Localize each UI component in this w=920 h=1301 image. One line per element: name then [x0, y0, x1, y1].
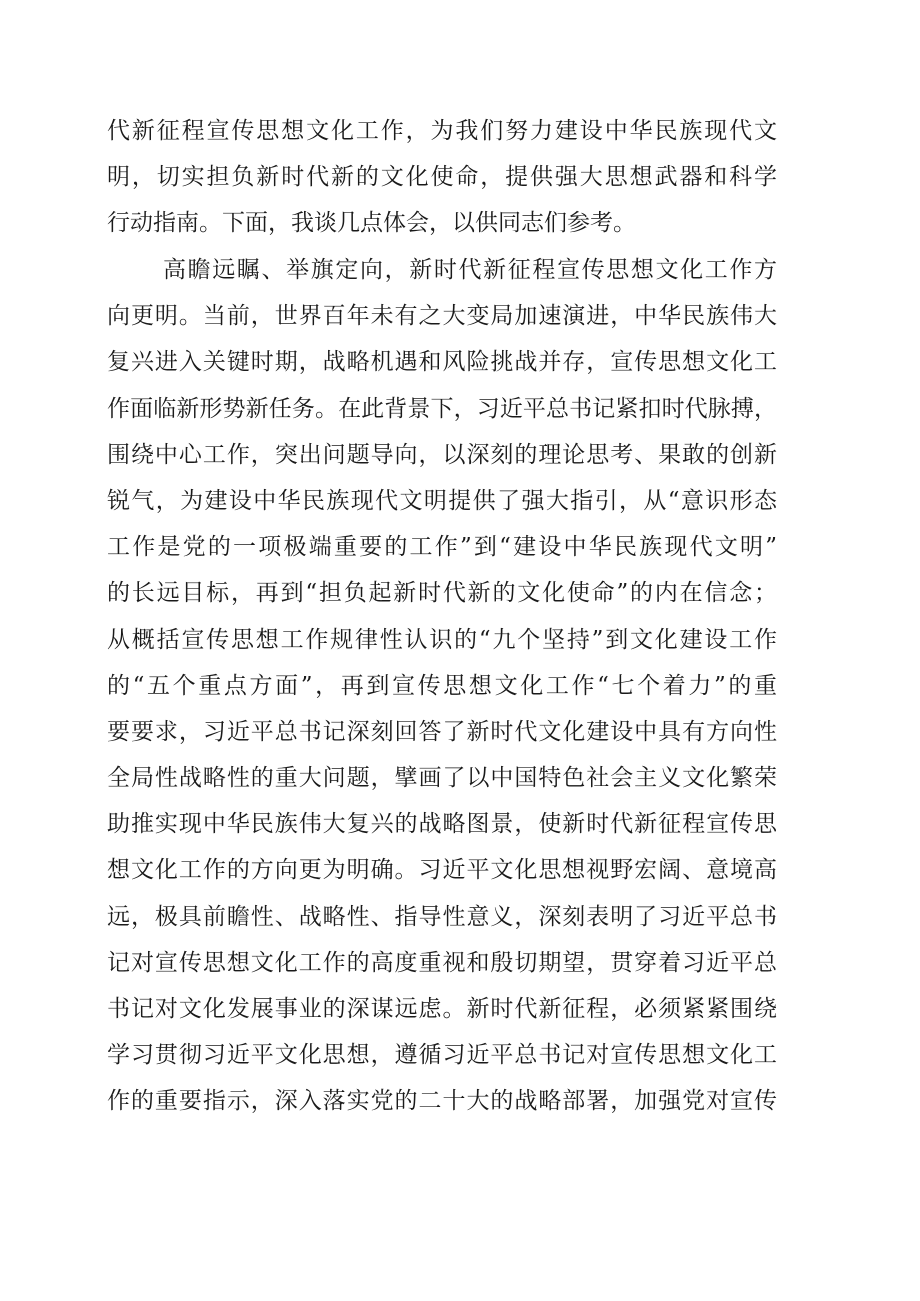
paragraph-line: 作的重要指示，深入落实党的二十大的战略部署，加强党对宣传 [107, 1088, 777, 1115]
paragraph-line: 记对宣传思想文化工作的高度重视和殷切期望，贯穿着习近平总 [107, 949, 777, 976]
paragraph-line: 远，极具前瞻性、战略性、指导性意义，深刻表明了习近平总书 [107, 903, 777, 930]
paragraph-line: 从概括宣传思想工作规律性认识的“九个坚持”到文化建设工作 [107, 626, 777, 653]
paragraph-line: 助推实现中华民族伟大复兴的战略图景，使新时代新征程宣传思 [107, 811, 777, 838]
paragraph-line: 明，切实担负新时代新的文化使命，提供强大思想武器和科学 [107, 164, 777, 191]
paragraph-line: 作面临新形势新任务。在此背景下，习近平总书记紧扣时代脉搏， [107, 395, 777, 422]
paragraph-line: 行动指南。下面，我谈几点体会，以供同志们参考。 [107, 210, 636, 237]
paragraph-line: 代新征程宣传思想文化工作，为我们努力建设中华民族现代文 [107, 118, 777, 144]
paragraph-line: 工作是党的一项极端重要的工作”到“建设中华民族现代文明” [107, 534, 777, 561]
paragraph-line: 的“五个重点方面”，再到宣传思想文化工作“七个着力”的重 [107, 672, 777, 699]
paragraph-line: 学习贯彻习近平文化思想，遵循习近平总书记对宣传思想文化工 [107, 1042, 777, 1069]
paragraph-line: 全局性战略性的重大问题，擘画了以中国特色社会主义文化繁荣 [107, 765, 777, 792]
paragraph-line: 高瞻远瞩、举旗定向，新时代新征程宣传思想文化工作方 [163, 257, 777, 283]
paragraph-line: 书记对文化发展事业的深谋远虑。新时代新征程，必须紧紧围绕 [107, 996, 777, 1022]
paragraph-1 [107, 108, 777, 247]
paragraph-line: 锐气，为建设中华民族现代文明提供了强大指引，从“意识形态 [107, 487, 777, 514]
paragraph-line: 向更明。当前，世界百年未有之大变局加速演进，中华民族伟大 [107, 303, 777, 330]
paragraph-line [107, 1125, 777, 1171]
paragraph-2 [107, 247, 777, 1171]
paragraph-line: 围绕中心工作，突出问题导向，以深刻的理论思考、果敢的创新 [107, 441, 777, 468]
paragraph-line: 要要求，习近平总书记深刻回答了新时代文化建设中具有方向性 [107, 718, 777, 745]
paragraph-line: 想文化工作的方向更为明确。习近平文化思想视野宏阔、意境高 [107, 857, 777, 884]
paragraph-line: 的长远目标，再到“担负起新时代新的文化使命”的内在信念； [107, 580, 777, 607]
paragraph-line: 复兴进入关键时期，战略机遇和风险挑战并存，宣传思想文化工 [107, 349, 777, 376]
